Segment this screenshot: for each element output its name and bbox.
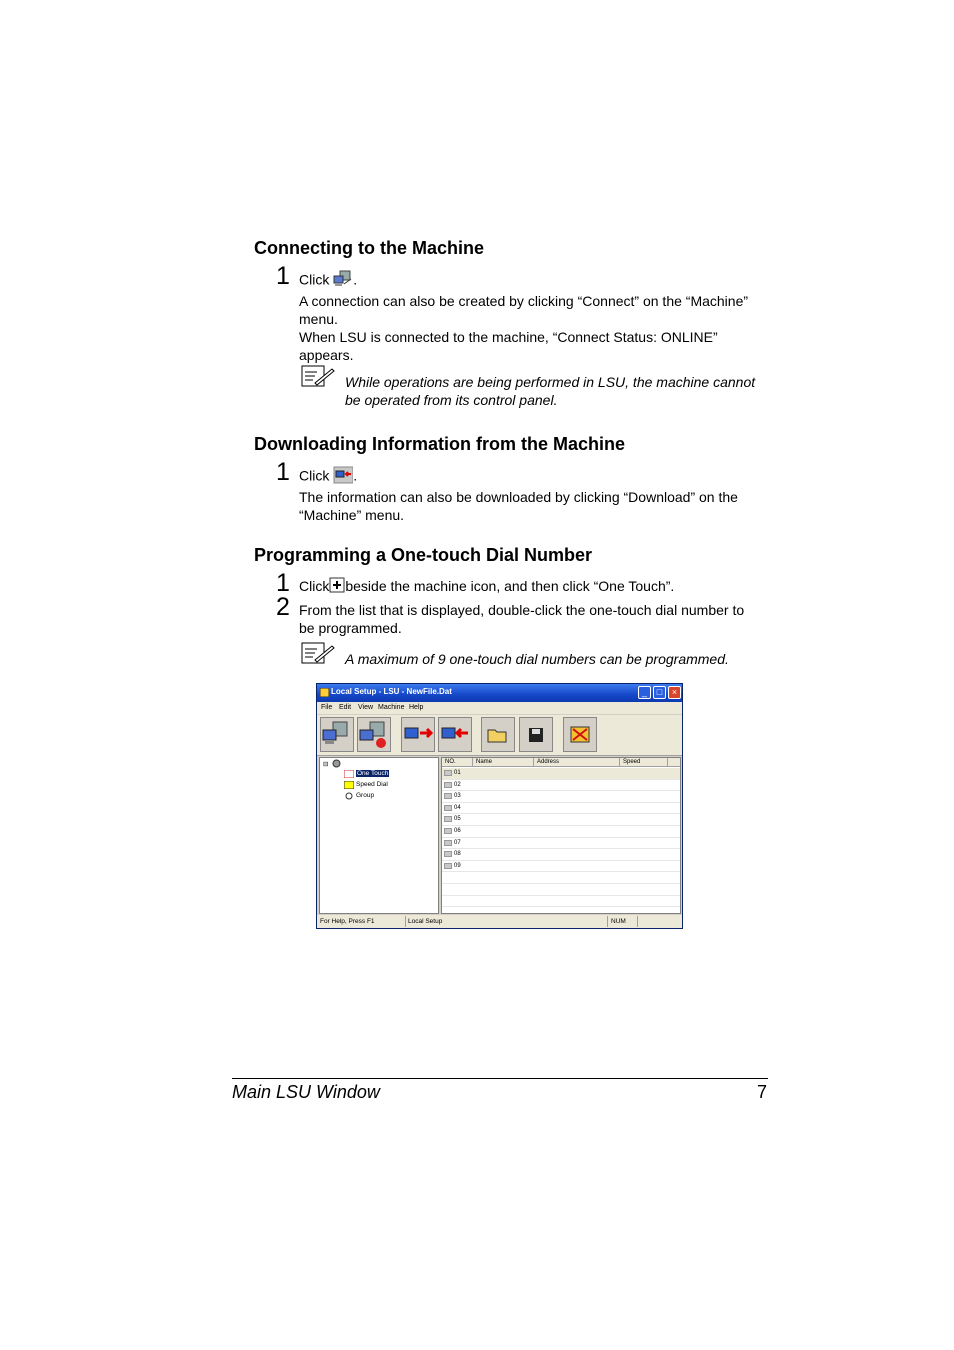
note-icon: [301, 642, 335, 666]
save-button[interactable]: [519, 717, 553, 752]
step-line: menu.: [299, 311, 338, 327]
section-heading-downloading: Downloading Information from the Machine: [254, 434, 625, 454]
list-panel: [441, 757, 681, 914]
upload-icon: [402, 718, 434, 751]
row-entry-icon: [444, 840, 452, 846]
row-entry-icon: [444, 816, 452, 822]
row-number: 05: [454, 816, 461, 823]
step-line: appears.: [299, 347, 354, 363]
group-icon: [344, 792, 354, 800]
footer-title: Main LSU Window: [232, 1082, 380, 1102]
plus-box-icon: [329, 577, 345, 597]
row-number: 04: [454, 804, 461, 811]
maximize-icon[interactable]: □: [653, 686, 666, 699]
table-row[interactable]: [442, 872, 681, 884]
note-icon: [301, 365, 335, 389]
speed-dial-icon: [344, 781, 354, 789]
step-text: [299, 601, 774, 637]
section-heading-programming: Programming a One-touch Dial Number: [254, 545, 593, 565]
lsu-window-screenshot: [316, 683, 683, 929]
column-header-blank: [668, 758, 681, 767]
tree-item-one-touch[interactable]: One Touch: [357, 770, 389, 777]
click-label: Click: [299, 578, 330, 594]
page-number: 7: [757, 1082, 768, 1102]
download-icon: [333, 466, 353, 488]
row-entry-icon: [444, 863, 452, 869]
connect-icon: [333, 270, 353, 292]
close-icon[interactable]: ×: [668, 686, 681, 699]
floppy-save-icon: [520, 718, 552, 751]
click-after: .: [353, 271, 358, 288]
row-number: 03: [454, 793, 461, 800]
row-number: 09: [454, 862, 461, 869]
row-number: 07: [454, 839, 461, 846]
row-entry-icon: [444, 805, 452, 811]
step-number: 2: [276, 593, 290, 621]
status-help: For Help, Press F1: [320, 918, 375, 925]
connect-button[interactable]: [320, 717, 354, 752]
step-text: [299, 466, 774, 524]
row-entry-icon: [444, 851, 452, 857]
menu-file[interactable]: File: [321, 704, 333, 711]
table-row[interactable]: [442, 838, 681, 850]
step-text: [299, 577, 774, 597]
exit-icon: [564, 718, 596, 751]
step-line: The information can also be downloaded by clicking “Download” on the: [299, 489, 738, 505]
one-touch-icon: [344, 770, 354, 778]
table-row[interactable]: [442, 814, 681, 826]
footer-rule: [232, 1078, 768, 1079]
click-after: beside the machine icon, and then click “One Touch”.: [345, 578, 675, 594]
table-row[interactable]: [442, 803, 681, 815]
toolbar: [317, 715, 682, 756]
menu-edit[interactable]: Edit: [339, 704, 352, 711]
status-bar: [317, 915, 682, 928]
folder-open-icon: [482, 718, 514, 751]
row-entry-icon: [444, 793, 452, 799]
download-icon: [439, 718, 471, 751]
disconnect-icon: [358, 718, 390, 751]
click-after: .: [353, 467, 358, 484]
row-number: 02: [454, 781, 461, 788]
step-number: 1: [276, 458, 290, 486]
status-mode: Local Setup: [408, 918, 443, 925]
step-line: From the list that is displayed, double-click the one-touch dial number to: [299, 602, 745, 618]
row-number: 01: [454, 770, 461, 776]
app-icon: [320, 688, 329, 697]
step-line: be programmed.: [299, 620, 402, 636]
step-line: When LSU is connected to the machine, “Connect Status: ONLINE”: [299, 329, 718, 345]
tree-panel: [319, 757, 439, 914]
step-line: “Machine” menu.: [299, 507, 405, 523]
column-header-speed[interactable]: Speed: [620, 758, 668, 767]
row-number: 06: [454, 828, 461, 834]
tree-item-group[interactable]: Group: [356, 792, 375, 799]
row-entry-icon: [444, 828, 452, 834]
table-row[interactable]: [442, 884, 681, 896]
minimize-icon[interactable]: _: [638, 686, 651, 699]
upload-button[interactable]: [401, 717, 435, 752]
menu-view[interactable]: View: [358, 704, 374, 711]
click-label: Click: [299, 271, 330, 288]
note-text: [345, 373, 775, 409]
table-row[interactable]: [442, 849, 681, 861]
row-entry-icon: [444, 770, 452, 776]
window-title: Local Setup - LSU - NewFile.Dat: [331, 687, 452, 696]
step-line: A connection can also be created by clicking “Connect” on the “Machine”: [299, 293, 749, 309]
exit-button[interactable]: [563, 717, 597, 752]
window-titlebar: [317, 684, 682, 702]
column-header-address[interactable]: Address: [534, 758, 620, 767]
menubar: [317, 702, 682, 714]
tree-item-speed-dial[interactable]: Speed Dial: [356, 781, 388, 788]
menu-help[interactable]: Help: [409, 704, 424, 711]
note-line: A maximum of 9 one-touch dial numbers can be programmed.: [345, 651, 729, 667]
step-number: 1: [276, 262, 290, 290]
step-text: [299, 270, 774, 364]
click-label: Click: [299, 467, 330, 484]
menu-machine[interactable]: Machine: [378, 704, 405, 711]
column-header-no[interactable]: NO.: [442, 758, 473, 767]
table-row[interactable]: [442, 861, 681, 873]
status-num: NUM: [611, 918, 626, 925]
machine-icon: [332, 759, 341, 768]
note-text: [345, 650, 775, 668]
table-row[interactable]: [442, 780, 681, 792]
download-button[interactable]: [438, 717, 472, 752]
row-number: 08: [454, 851, 461, 858]
row-entry-icon: [444, 782, 452, 788]
note-line: be operated from its control panel.: [345, 392, 558, 408]
table-row[interactable]: [442, 791, 681, 803]
step-number: 1: [276, 569, 290, 597]
table-row[interactable]: [442, 768, 681, 780]
tree-expand-icon[interactable]: ⊟: [323, 761, 329, 768]
column-header-name[interactable]: Name: [473, 758, 534, 767]
connect-icon: [321, 718, 353, 751]
note-line: While operations are being performed in LSU, the machine cannot: [345, 374, 756, 390]
open-button[interactable]: [481, 717, 515, 752]
table-row[interactable]: [442, 826, 681, 838]
table-row[interactable]: [442, 896, 681, 908]
section-heading-connecting: Connecting to the Machine: [254, 238, 485, 258]
disconnect-button[interactable]: [357, 717, 391, 752]
